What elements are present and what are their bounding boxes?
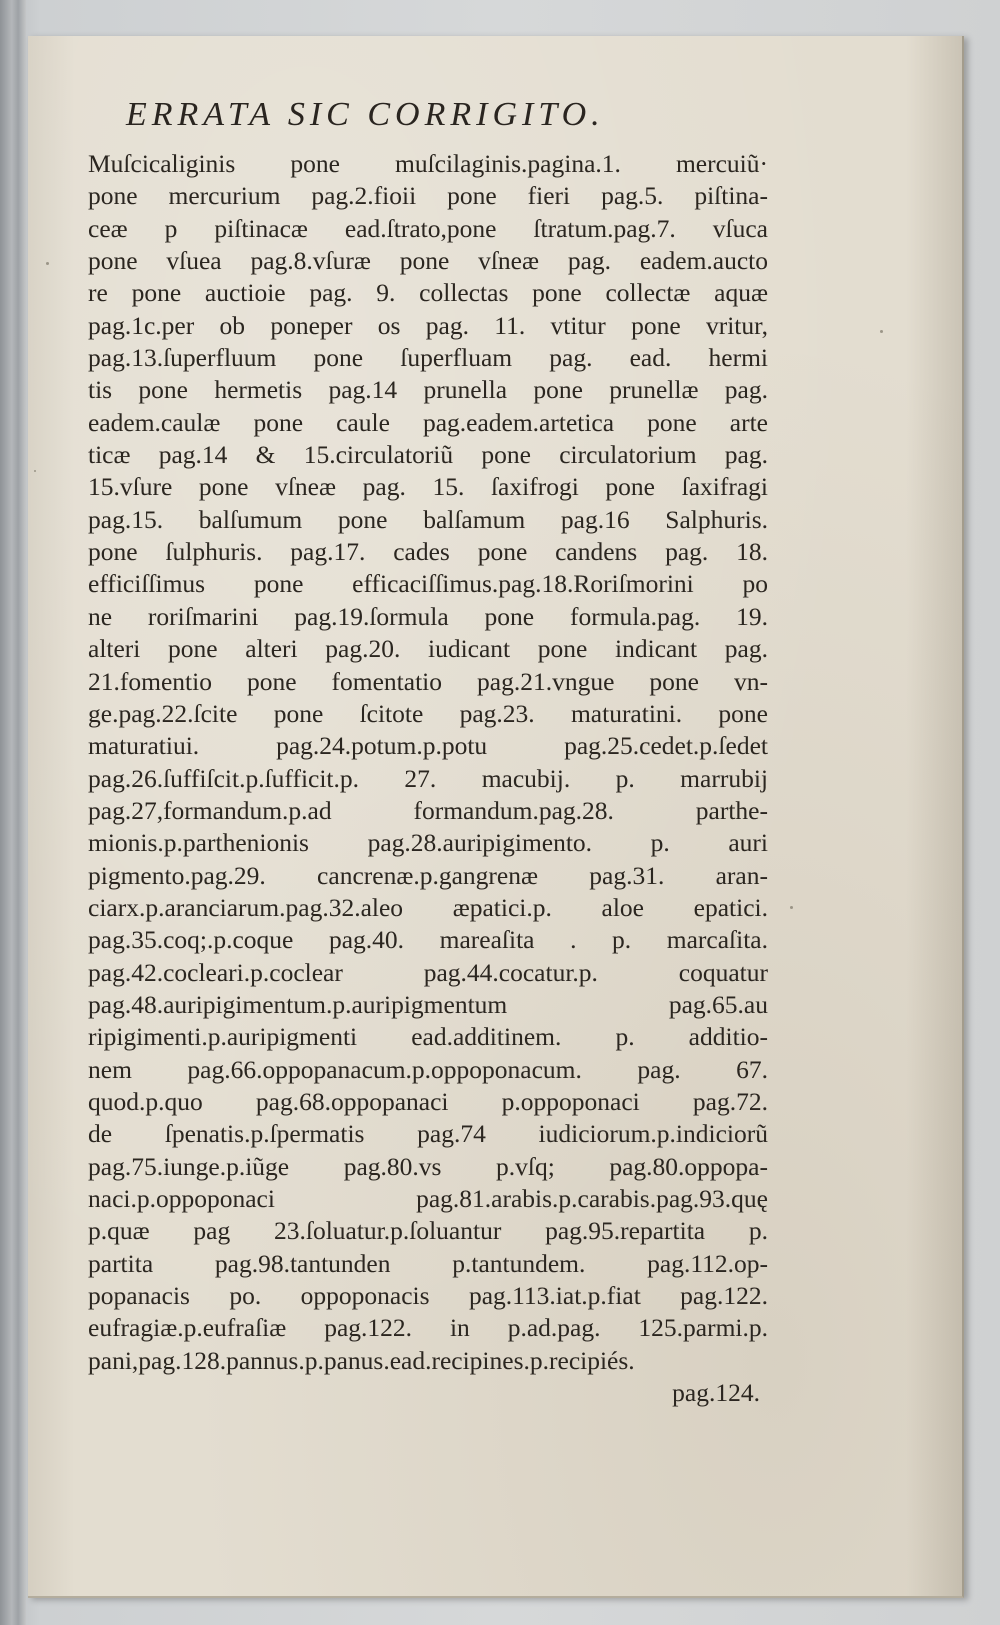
errata-line: pag.15. balſumum pone balſamum pag.16 Salphuris. (88, 504, 768, 534)
errata-line: ciarx.p.aranciarum.pag.32.aleo æpatici.p. aloe epatici. (88, 892, 768, 922)
errata-line: eadem.caulæ pone caule pag.eadem.artetica pone arte (88, 407, 768, 437)
errata-line: pag.75.iunge.p.iũge pag.80.vs p.vſq; pag.80.oppopa- (88, 1151, 768, 1181)
ink-speck (34, 470, 36, 472)
errata-line: quod.p.quo pag.68.oppopanaci p.oppoponaci pag.72. (88, 1086, 768, 1116)
errata-line: ceæ p piſtinacæ ead.ſtrato,pone ſtratum.pag.7. vſuca (88, 213, 768, 243)
errata-line: pag.124. (672, 1378, 760, 1408)
errata-line: pone mercurium pag.2.fioii pone fieri pag.5. piſtina- (88, 181, 768, 211)
errata-line: naci.p.oppoponaci pag.81.arabis.p.carabis.pag.93.quę (88, 1184, 768, 1213)
errata-line: nem pag.66.oppopanacum.p.oppoponacum. pag. 67. (88, 1054, 768, 1084)
errata-line: de ſpenatis.p.ſpermatis pag.74 iudiciorum.p.indiciorũ (88, 1119, 768, 1149)
errata-line: pag.35.coq;.p.coque pag.40. mareaſita . p. marcaſita. (88, 925, 768, 955)
errata-line: pag.27,formandum.p.ad formandum.pag.28. parthe- (88, 795, 768, 825)
errata-line: 15.vſure pone vſneæ pag. 15. ſaxifrogi pone ſaxifragi (88, 472, 768, 502)
page-title: ERRATA SIC CORRIGITO. (126, 96, 605, 133)
errata-line: pani,pag.128.pannus.p.panus.ead.recipines.p.recipiés. (88, 1345, 635, 1375)
errata-line: ne roriſmarini pag.19.ſormula pone formula.pag. 19. (88, 601, 768, 631)
errata-line: p.quæ pag 23.ſoluatur.p.ſoluantur pag.95.repartita p. (88, 1216, 768, 1246)
errata-line: ge.pag.22.ſcite pone ſcitote pag.23. maturatini. pone (88, 698, 768, 728)
errata-line: pag.42.cocleari.p.coclear pag.44.cocatur.p. coquatur (88, 957, 768, 987)
errata-line: ripigimenti.p.auripigmenti ead.additinem. p. additio- (88, 1022, 768, 1052)
errata-line: efficiſſimus pone efficaciſſimus.pag.18.Roriſmorini po (88, 569, 768, 599)
errata-line: popanacis po. oppoponacis pag.113.iat.p.fiat pag.122. (88, 1281, 768, 1311)
errata-line: pone vſuea pag.8.vſuræ pone vſneæ pag. eadem.aucto (88, 246, 768, 276)
errata-line: pag.48.auripigimentum.p.auripigmentum pag.65.au (88, 989, 768, 1019)
ink-speck (880, 330, 883, 333)
errata-line: pag.26.ſuffiſcit.p.ſufficit.p. 27. macubij. p. marrubij (88, 763, 768, 793)
errata-line: Muſcicaliginis pone muſcilaginis.pagina.1. mercuiũ· (88, 149, 768, 178)
errata-line: 21.fomentio pone fomentatio pag.21.vngue pone vn- (88, 666, 768, 696)
errata-text-block (88, 148, 768, 1409)
errata-line: pone ſulphuris. pag.17. cades pone candens pag. 18. (88, 537, 768, 567)
book-binding (0, 0, 26, 1625)
errata-line: pag.1c.per ob poneper os pag. 11. vtitur pone vritur, (88, 310, 768, 340)
errata-line: re pone auctioie pag. 9. collectas pone collectæ aquæ (88, 278, 768, 308)
ink-speck (46, 262, 49, 265)
errata-line: partita pag.98.tantunden p.tantundem. pag.112.op- (88, 1248, 768, 1278)
errata-line: pag.13.ſuperfluum pone ſuperfluam pag. ead. hermi (88, 343, 768, 373)
errata-line: alteri pone alteri pag.20. iudicant pone indicant pag. (88, 634, 768, 664)
errata-line: maturatiui. pag.24.potum.p.potu pag.25.cedet.p.ſedet (88, 731, 768, 761)
errata-line: mionis.p.parthenionis pag.28.auripigimento. p. auri (88, 828, 768, 858)
errata-line: ticæ pag.14 & 15.circulatoriũ pone circulatorium pag. (88, 440, 768, 470)
errata-line: eufragiæ.p.eufraſiæ pag.122. in p.ad.pag. 125.parmi.p. (88, 1313, 768, 1343)
errata-line: pigmento.pag.29. cancrenæ.p.gangrenæ pag.31. aran- (88, 860, 768, 890)
ink-speck (790, 906, 793, 909)
errata-line: tis pone hermetis pag.14 prunella pone prunellæ pag. (88, 375, 768, 405)
